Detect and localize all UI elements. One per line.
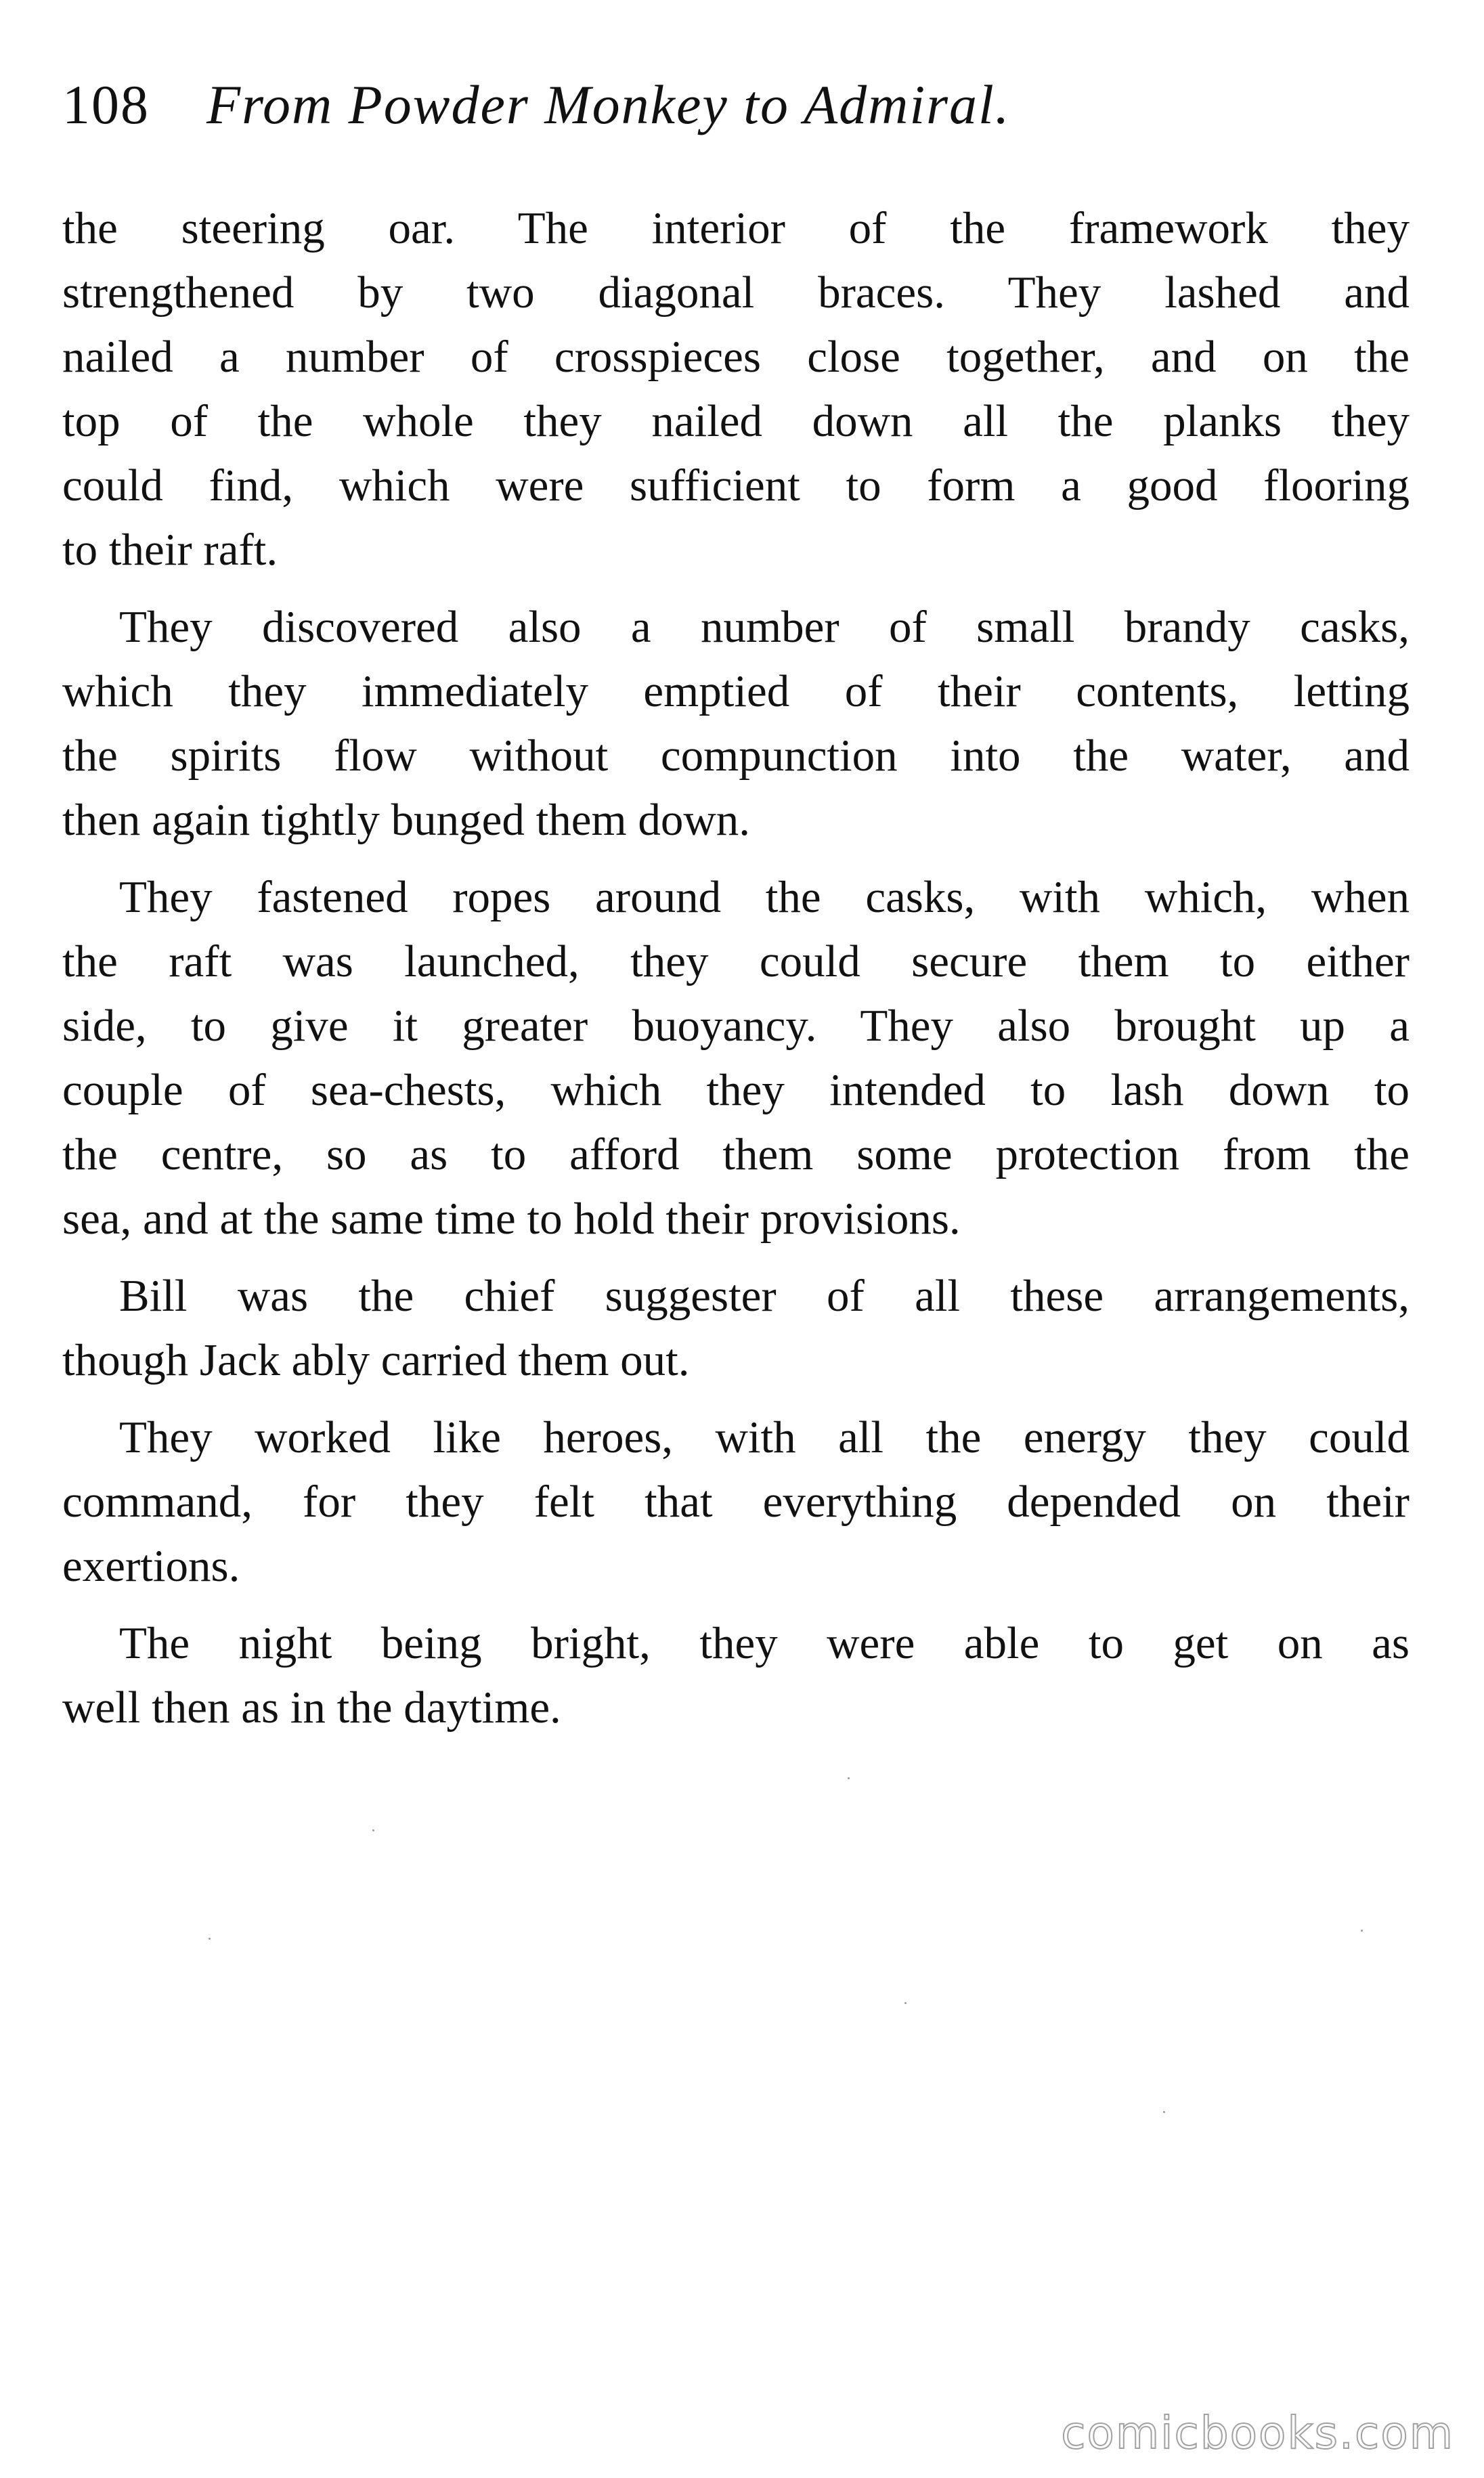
text-line: though Jack ably carried them out.: [62, 1335, 690, 1385]
paragraph: [62, 1611, 1410, 1740]
paper-speck: [1361, 1930, 1363, 1932]
running-title: From Powder Monkey to Admiral.: [206, 74, 1011, 135]
watermark: comicbooks.com: [1061, 2407, 1454, 2459]
text-line: They discovered also a number of small brandy casks,: [119, 602, 1410, 652]
text-line: Bill was the chief suggester of all these arrangements,: [119, 1271, 1410, 1321]
text-line: strengthened by two diagonal braces. They lashed and: [62, 267, 1410, 318]
text-line: top of the whole they nailed down all the planks they: [62, 396, 1410, 446]
text-line: They fastened ropes around the casks, with which, when: [119, 872, 1410, 922]
paper-speck: [209, 1938, 211, 1940]
paragraph: [62, 595, 1410, 852]
text-line: exertions.: [62, 1541, 240, 1591]
text-line: side, to give it greater buoyancy. They also brought up a: [62, 1001, 1410, 1051]
paragraph: [62, 1406, 1410, 1599]
body-text: [62, 196, 1410, 1753]
paper-speck: [848, 1777, 850, 1779]
text-line: the raft was launched, they could secure them to either: [62, 936, 1410, 986]
text-line: well then as in the daytime.: [62, 1682, 561, 1733]
page-header: [62, 64, 1010, 146]
text-line: sea, and at the same time to hold their provisions.: [62, 1194, 961, 1244]
text-line: They worked like heroes, with all the energy they could: [119, 1412, 1410, 1462]
paragraph: [62, 1264, 1410, 1393]
text-line: the steering oar. The interior of the framework they: [62, 203, 1410, 253]
paragraph: [62, 865, 1410, 1251]
text-line: then again tightly bunged them down.: [62, 795, 750, 845]
paper-speck: [372, 1829, 374, 1831]
text-line: command, for they felt that everything depended on their: [62, 1477, 1410, 1527]
text-line: could find, which were sufficient to form a good flooring: [62, 460, 1410, 510]
page-number: 108: [62, 74, 150, 135]
text-line: the spirits flow without compunction into the water, and: [62, 731, 1410, 781]
text-line: the centre, so as to afford them some protection from the: [62, 1129, 1410, 1179]
text-line: The night being bright, they were able to get on as: [119, 1618, 1410, 1668]
text-line: to their raft.: [62, 525, 278, 575]
text-line: nailed a number of crosspieces close together, and on the: [62, 332, 1410, 382]
text-line: couple of sea-chests, which they intended to lash down to: [62, 1065, 1410, 1115]
paragraph: [62, 196, 1410, 582]
paper-speck: [904, 2002, 907, 2004]
paper-speck: [1163, 2111, 1165, 2113]
text-line: which they immediately emptied of their contents, letting: [62, 666, 1410, 716]
